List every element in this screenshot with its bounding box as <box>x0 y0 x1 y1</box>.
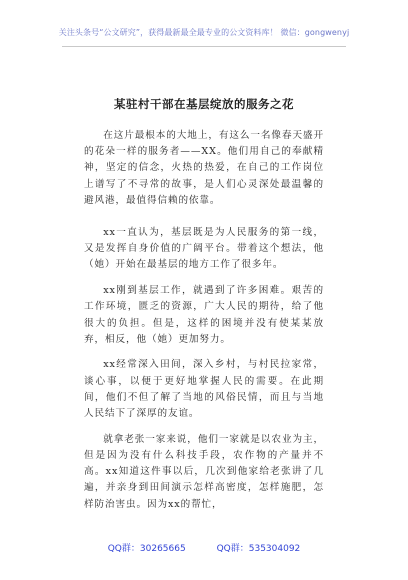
footer-qq-group-1: QQ群：30265665 <box>107 544 186 554</box>
paragraph: 在这片最根本的大地上，有这么一名像春天盛开的花朵一样的服务者——XX。他们用自己的奉献精神，坚定的信念，火热的热爱，在自己的工作岗位上谱写了不寻常的故事，是人们心灵深处最温馨的避风港，最值得信赖的依靠。 <box>84 130 324 206</box>
document-body <box>84 128 324 522</box>
paragraph: 就拿老张一家来说，他们一家就是以农业为主，但是因为没有什么科技手段，农作物的产量并不高。xx知道这件事以后，几次到他家给老张讲了几遍，并亲身到田间演示怎样高密度，怎样施肥，怎样防治害虫。因为xx的帮忙， <box>84 433 324 510</box>
document-title: 某驻村干部在基层绽放的服务之花 <box>114 97 294 111</box>
header-notice: 关注头条号“公文研究”，获得最新最全最专业的公文资料库！ 微信：gongwenyj <box>58 28 350 37</box>
paragraph: xx经常深入田间，深入乡村，与村民拉家常，谈心事，以便于更好地掌握人民的需要。在此期间，他们不但了解了当地的风俗民情，而且与当地人民结下了深厚的友谊。 <box>84 359 324 420</box>
footer-qq-group-2: QQ群：535304092 <box>216 544 301 554</box>
paragraph: xx刚到基层工作，就遇到了许多困难。艰苦的工作环境，匮乏的资源，广大人民的期待，给了他很大的负担。但是，这样的困境并没有使某某放弃，相反，他（她）更加努力。 <box>84 285 324 345</box>
footer <box>0 541 408 554</box>
header-divider <box>62 46 346 47</box>
paragraph: xx一直认为，基层既是为人民服务的第一线，又是发挥自身价值的广阔平台。带着这个想法，他（她）开始在最基层的地方工作了很多年。 <box>84 227 324 271</box>
